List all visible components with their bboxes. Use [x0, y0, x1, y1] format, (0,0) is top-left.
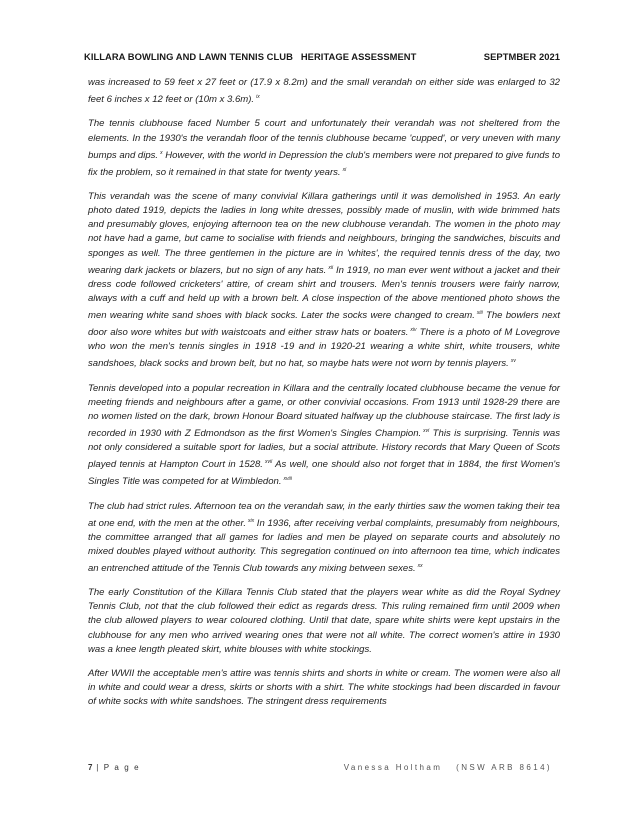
- paragraph-text: The early Constitution of the Killara Tennis Club stated that the players wear white as did the Royal Sydney Tennis Club, not that the club followed their edict as regards dress. This ruling remained firm until 2009 when the club allowed players to wear coloured clothing. Until that date, spare white shirts were kept upstairs in the clubhouse for any men who arrived wearing ones that were not all white. The correct women's attire in 1930 was a knee length pleated skirt, white blouses with white stockings.: [88, 587, 560, 655]
- paragraph-text: This is surprising. Tennis was not only considered a suitable sport for ladies, but a social attribute. History records that Mary Queen of Scots played tennis at Hampton Court in 1528.: [88, 427, 560, 471]
- page-header: [84, 51, 560, 62]
- header-title: KILLARA BOWLING AND LAWN TENNIS CLUB HERITAGE ASSESSMENT: [84, 51, 417, 62]
- footnote-ref: xiii: [476, 309, 483, 316]
- footnote-ref: xvi: [423, 427, 430, 434]
- paragraph: [88, 190, 560, 371]
- header-date: SEPTMBER 2021: [483, 51, 560, 62]
- paragraph-text: In 1936, after receiving verbal complaints, presumably from neighbours, the committee arranged that all games for ladies and men be played on separate courts and absolutely no mixed doubles played without authority. This segregation continued on into afternoon tea time, which indicates an entrenched attitude of the Tennis Club towards any mixing between sexes.: [88, 517, 560, 574]
- paragraph-text: was increased to 59 feet x 27 feet or (17.9 x 8.2m) and the small verandah on either side was enlarged to 32 feet 6 inches x 12 feet or (10m x 3.6m).: [88, 77, 560, 106]
- paragraph-text: Tennis developed into a popular recreation in Killara and the centrally located clubhouse became the venue for meeting friends and neighbours after a game, or other convivial occasions. From 1913 until 1928-29 there are no women listed on the dark, brown Honour Board situated halfway up the clubhouse staircase. The first lady is recorded in 1930 with Z Edmondson as the first Women's Singles Champion.: [88, 382, 560, 439]
- paragraph-text: This verandah was the scene of many convivial Killara gatherings until it was demolished in 1953. An early photo dated 1919, depicts the ladies in long white dresses, possibly made of muslin, with wide brimmed hats and presumably gloves, enjoying afternoon tea on the new clubhouse verandah. The women in the photo may not have had a game, but came to socialise with friends and neighbours, bringing the sandwiches, biscuits and sponges as well. The three gentlemen in the picture are in 'whites', the required tennis dress of the day, two wearing dark jackets or blazers, but no sign of any hats.: [88, 191, 560, 276]
- paragraph-text: In 1919, no man ever went without a jacket and their dress code followed cricketers' attire, of cream shirt and trousers. Men's tennis trousers were fairly narrow, always with a cuff and held up with a brown belt. A close inspection of the above mentioned photo shows the men wearing white sand shoes with black socks. Later the socks were changed to cream.: [88, 264, 560, 321]
- page-number: 7: [88, 763, 93, 772]
- footnote-ref: xv: [510, 358, 516, 365]
- paragraph-text: However, with the world in Depression the club's members were not prepared to give funds to fix the problem, so it remained in that state for twenty years.: [88, 149, 560, 178]
- footnote-ref: ix: [256, 94, 260, 101]
- footnote-ref: xiv: [410, 327, 417, 333]
- paragraph-text: There is a photo of M Lovegrove who won the men's tennis singles in 1918 -19 and in 1920-21 wearing a white shirt, white trousers, white sandshoes, black socks and brown belt, but no hat, so maybe hats were not worn by tennis players.: [88, 327, 560, 370]
- footnote-ref: xvii: [264, 459, 273, 466]
- paragraph-text: The club had strict rules. Afternoon tea on the verandah saw, in the early thirties saw the women taking their tea at one end, with the men at the other.: [88, 500, 560, 529]
- paragraph-text: The tennis clubhouse faced Number 5 court and unfortunately their verandah was not sheltered from the elements. In the 1930's the verandah floor of the tennis clubhouse became 'cupped', or very uneven with many bumps and dips.: [88, 118, 560, 161]
- footnote-ref: x: [160, 149, 163, 156]
- page-label: | P a g e: [96, 763, 141, 772]
- paragraph: [88, 76, 560, 107]
- paragraph: [88, 667, 560, 709]
- footnote-ref: xviii: [283, 476, 292, 483]
- paragraph-text: After WWII the acceptable men's attire was tennis shirts and shorts in white or cream. The women were also all in white and could wear a dress, skirts or shorts with a shirt. The white stockings had been discarded in favour of white socks with white sandshoes. The stringent dress requirements: [88, 668, 560, 708]
- paragraph-text: As well, one should also not forget that in 1884, the first Women's Singles Title was competed for at Wimbledon.: [88, 459, 560, 488]
- footnote-ref: xix: [248, 517, 255, 524]
- footnote-ref: xi: [342, 166, 347, 173]
- paragraph-text: The bowlers next door also wore whites but with waistcoats and either straw hats or boaters.: [88, 309, 560, 338]
- page-footer: [88, 763, 560, 775]
- paragraph: [88, 586, 560, 656]
- paragraph: [88, 500, 560, 576]
- footer-author: Vanessa Holtham (NSW ARB 8614): [343, 763, 552, 772]
- footnote-ref: xii: [328, 264, 334, 271]
- paragraph: [88, 117, 560, 179]
- document-body: [88, 76, 560, 720]
- page-indicator: [88, 763, 140, 772]
- paragraph: [88, 382, 560, 490]
- footnote-ref: xx: [417, 562, 423, 569]
